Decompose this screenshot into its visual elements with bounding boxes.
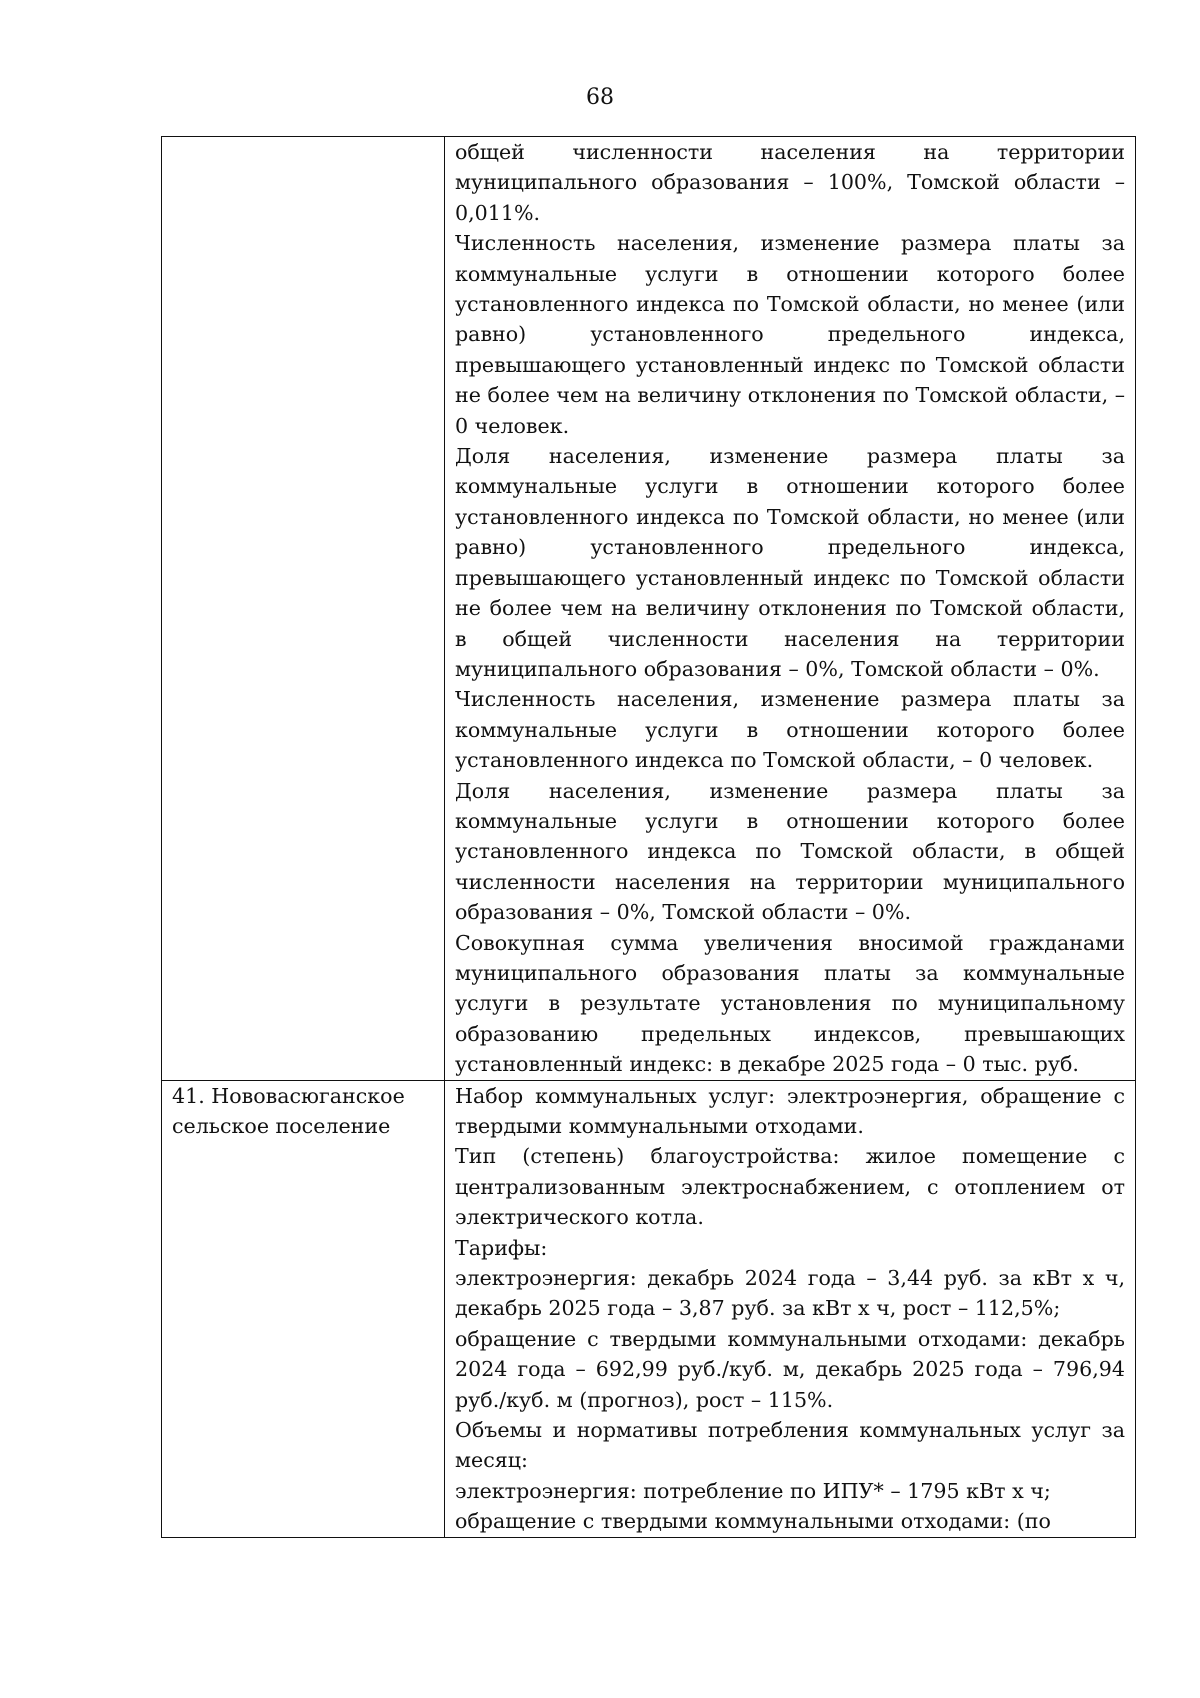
paragraph: электроэнергия: декабрь 2024 года – 3,44 руб. за кВт х ч, декабрь 2025 года – 3,87 руб. за кВт х ч, рост – 112,5%;	[455, 1266, 1125, 1321]
paragraph: Численность населения, изменение размера платы за коммунальные услуги в отношении которого более установленного индекса по Томской области, но менее (или равно) установленного предельного индекса, превышающего установленный индекс по Томской области не более чем на величину отклонения по Томской области, – 0 человек.	[455, 231, 1125, 438]
region-cell	[162, 1080, 445, 1537]
paragraph: Тип (степень) благоустройства: жилое помещение с централизованным электроснабжением, с отоплением от электрического котла.	[455, 1144, 1125, 1230]
region-name: 41. Нововасюганское сельское поселение	[172, 1083, 405, 1138]
page-number: 68	[586, 85, 614, 110]
paragraph: Совокупная сумма увеличения вносимой гражданами муниципального образования платы за коммунальные услуги в результате установления по муниципальному образованию предельных индексов, превышающих установленный индекс: в декабре 2025 года – 0 тыс. руб.	[455, 930, 1125, 1077]
table-row	[162, 1080, 1136, 1537]
paragraph: Доля населения, изменение размера платы за коммунальные услуги в отношении которого более установленного индекса по Томской области, но менее (или равно) установленного предельного индекса, превышающего установленный индекс по Томской области не более чем на величину отклонения по Томской области, в общей численности населения на территории муниципального образования – 0%, Томской области – 0%.	[455, 444, 1125, 681]
paragraph: Доля населения, изменение размера платы за коммунальные услуги в отношении которого более установленного индекса по Томской области, в общей численности населения на территории муниципального образования – 0%, Томской области – 0%.	[455, 778, 1125, 925]
paragraph: обращение с твердыми коммунальными отходами: декабрь 2024 года – 692,99 руб./куб. м, декабрь 2025 года – 796,94 руб./куб. м (прогноз), рост – 115%.	[455, 1326, 1125, 1412]
paragraph: Объемы и нормативы потребления коммунальных услуг за месяц:	[455, 1418, 1125, 1473]
paragraph: электроэнергия: потребление по ИПУ* – 1795 кВт х ч;	[455, 1478, 1051, 1503]
paragraph: Численность населения, изменение размера платы за коммунальные услуги в отношении которого более установленного индекса по Томской области, – 0 человек.	[455, 687, 1125, 773]
document-table	[161, 136, 1136, 1538]
description-cell	[445, 1080, 1136, 1537]
paragraph: Тарифы:	[455, 1235, 548, 1260]
paragraph: общей численности населения на территории муниципального образования – 100%, Томской области – 0,011%.	[455, 140, 1125, 225]
paragraph: Набор коммунальных услуг: электроэнергия, обращение с твердыми коммунальными отходами.	[455, 1083, 1125, 1138]
paragraph: обращение с твердыми коммунальными отходами: (по	[455, 1509, 1051, 1534]
table-row	[162, 137, 1136, 1081]
description-cell	[445, 137, 1136, 1081]
region-cell	[162, 137, 445, 1081]
